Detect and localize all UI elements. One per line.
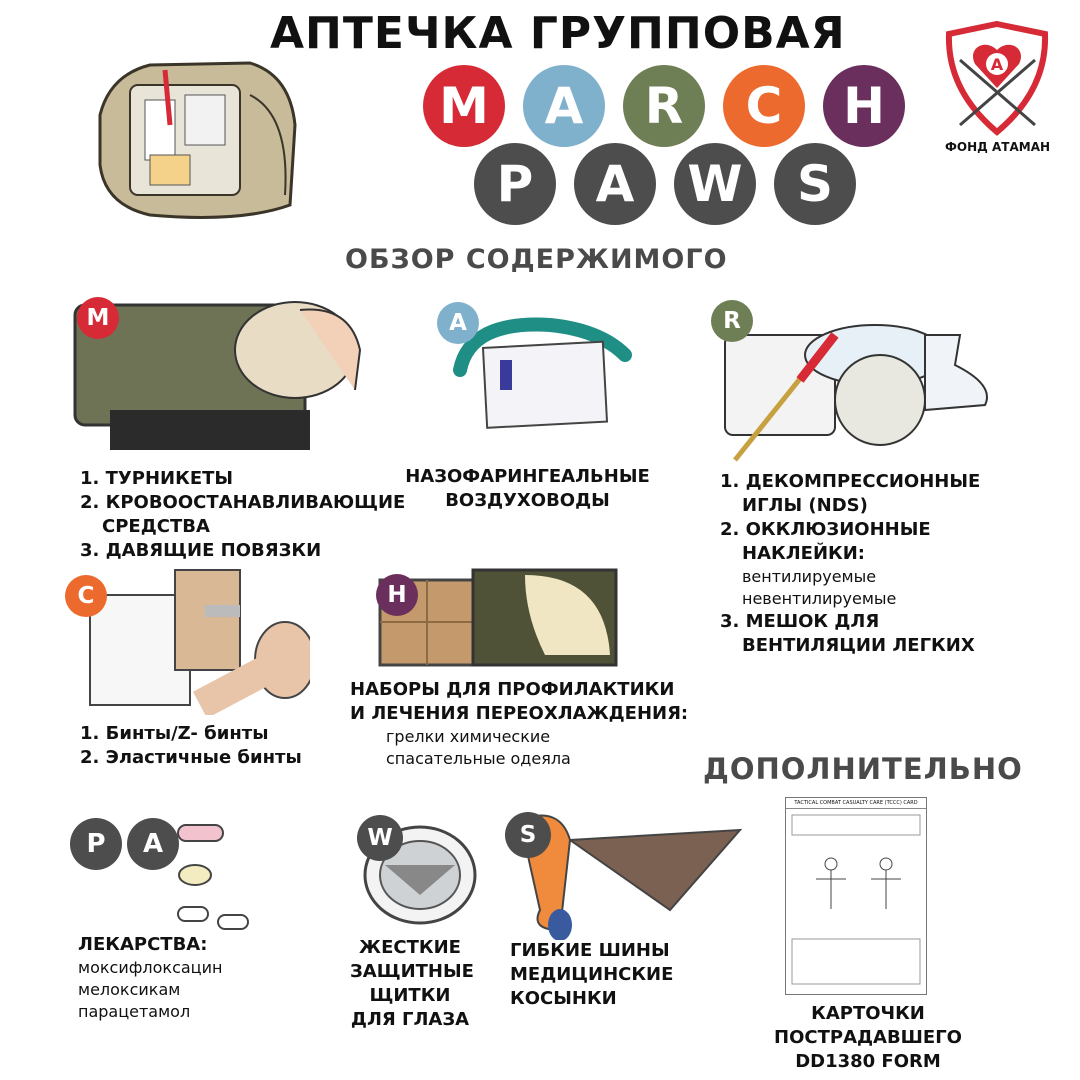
m-item-1: 1. ТУРНИКЕТЫ	[80, 468, 234, 489]
w-line-1: ЖЕСТКИЕ	[359, 937, 461, 958]
logo-text: ФОНД АТАМАН	[945, 140, 1051, 154]
r-line-6: ВЕНТИЛЯЦИИ ЛЕГКИХ	[742, 635, 975, 656]
a-line-1: НАЗОФАРИНГЕАЛЬНЫЕ	[405, 466, 650, 487]
r-line-4: НАКЛЕЙКИ:	[742, 543, 865, 564]
badge-m: M	[77, 297, 119, 339]
badge-a: A	[437, 302, 479, 344]
card-line-1: КАРТОЧКИ	[811, 1003, 925, 1024]
h-line-1: НАБОРЫ ДЛЯ ПРОФИЛАКТИКИ	[350, 679, 675, 700]
s-line-2: МЕДИЦИНСКИЕ	[510, 964, 674, 985]
card-line-2: ПОСТРАДАВШЕГО	[774, 1027, 962, 1048]
badge-pa-a: A	[127, 818, 179, 870]
w-line-4: ДЛЯ ГЛАЗА	[350, 1009, 470, 1030]
s-line-3: КОСЫНКИ	[510, 988, 617, 1009]
m-list	[80, 467, 405, 563]
badge-w: W	[357, 815, 403, 861]
c-item-1: 1. Бинты/Z- бинты	[80, 723, 269, 744]
pills-image	[170, 815, 260, 935]
drug-1: моксифлоксацин	[78, 958, 223, 977]
pa-text	[78, 933, 222, 1023]
s-line-1: ГИБКИЕ ШИНЫ	[510, 940, 670, 961]
card-header: TACTICAL COMBAT CASUALTY CARE (TCCC) CARD	[786, 798, 926, 809]
march-circle-r: R	[623, 65, 705, 147]
card-line-3: DD1380 FORM	[795, 1051, 941, 1072]
r-line-3: 2. ОККЛЮЗИОННЫЕ	[720, 519, 931, 540]
a-line-2: ВОЗДУХОВОДЫ	[445, 490, 610, 511]
pa-title: ЛЕКАРСТВА:	[78, 934, 208, 955]
badge-p: P	[70, 818, 122, 870]
w-line-2: ЗАЩИТНЫЕ	[350, 961, 474, 982]
paws-circle-w: W	[674, 143, 756, 225]
badge-h: H	[376, 574, 418, 616]
paws-circle-p: P	[474, 143, 556, 225]
r-sub-1: вентилируемые	[742, 567, 877, 586]
page-title: АПТЕЧКА ГРУППОВАЯ	[270, 8, 846, 59]
extra-title: ДОПОЛНИТЕЛЬНО	[703, 752, 1023, 786]
badge-c: C	[65, 575, 107, 617]
badge-s: S	[505, 812, 551, 858]
c-item-2: 2. Эластичные бинты	[80, 747, 302, 768]
r-text	[720, 470, 980, 658]
march-circle-c: C	[723, 65, 805, 147]
r-line-5: 3. МЕШОК ДЛЯ	[720, 611, 880, 632]
badge-r: R	[711, 300, 753, 342]
h-sub-2: спасательные одеяла	[386, 749, 571, 768]
medical-bag-image	[90, 55, 305, 225]
ataman-logo	[945, 20, 1050, 138]
overview-title: ОБЗОР СОДЕРЖИМОГО	[345, 244, 728, 275]
c-list	[80, 722, 302, 770]
h-sub-1: грелки химические	[386, 727, 551, 746]
r-line-2: ИГЛЫ (NDS)	[742, 495, 868, 516]
drug-2: мелоксикам	[78, 980, 181, 999]
h-line-2: И ЛЕЧЕНИЯ ПЕРЕОХЛАЖДЕНИЯ:	[350, 703, 689, 724]
m-item-2-cont: СРЕДСТВА	[102, 516, 210, 537]
w-text	[350, 936, 474, 1032]
h-text	[350, 678, 688, 770]
march-circle-a: A	[523, 65, 605, 147]
paws-circle-a: A	[574, 143, 656, 225]
svg-text:А: А	[990, 55, 1004, 74]
march-circle-m: M	[423, 65, 505, 147]
w-line-3: ЩИТКИ	[369, 985, 451, 1006]
paws-circle-s: S	[774, 143, 856, 225]
tccc-card-image	[785, 797, 927, 995]
card-body-figures	[786, 809, 926, 989]
m-item-2: 2. КРОВООСТАНАВЛИВАЮЩИЕ	[80, 492, 406, 513]
a-text	[405, 465, 650, 513]
r-line-1: 1. ДЕКОМПРЕССИОННЫЕ	[720, 471, 981, 492]
r-sub-2: невентилируемые	[742, 589, 897, 608]
s-text	[510, 939, 673, 1011]
card-text	[768, 1002, 968, 1074]
m-item-3: 3. ДАВЯЩИЕ ПОВЯЗКИ	[80, 540, 322, 561]
drug-3: парацетамол	[78, 1002, 191, 1021]
march-circle-h: H	[823, 65, 905, 147]
